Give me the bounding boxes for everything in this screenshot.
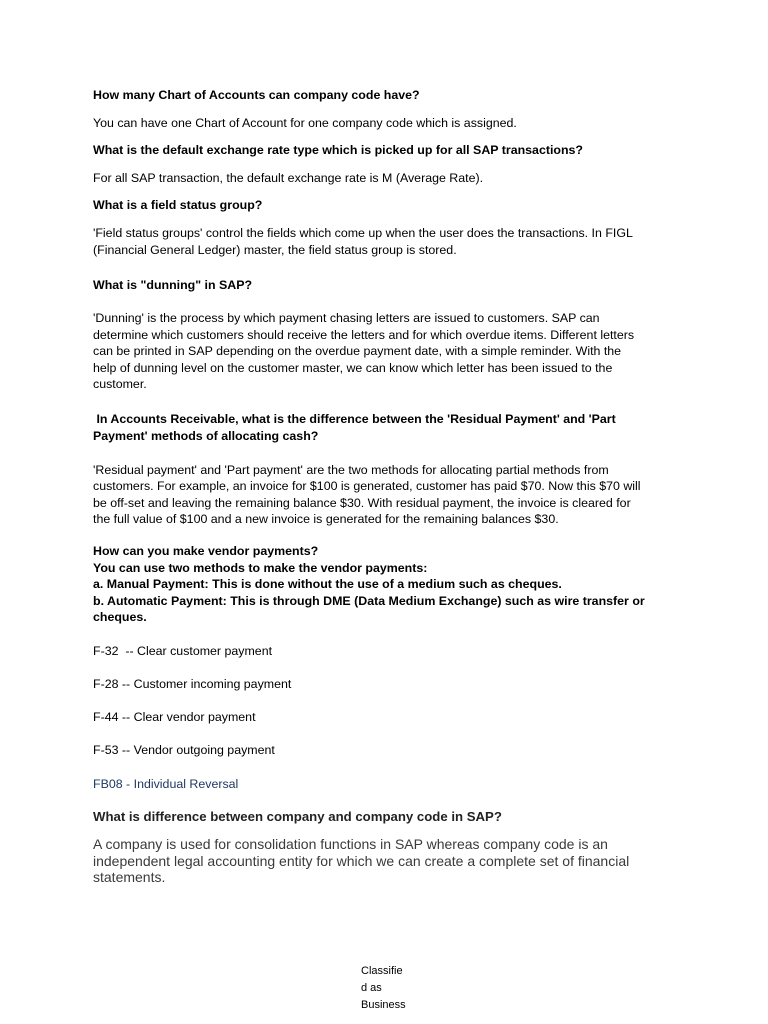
classification-footer [361, 963, 406, 1014]
question-company-vs-company-code: What is difference between company and company code in SAP? [93, 809, 502, 824]
answer-manual-payment: a. Manual Payment: This is done without the use of a medium such as cheques. [93, 577, 562, 591]
answer-automatic-payment: b. Automatic Payment: This is through DME (Data Medium Exchange) such as wire transfer or [93, 594, 645, 608]
answer-field-status-group-line: (Financial General Ledger) master, the field status group is stored. [93, 243, 457, 257]
question-chart-of-accounts: How many Chart of Accounts can company code have? [93, 88, 420, 102]
question-exchange-rate: What is the default exchange rate type which is picked up for all SAP transactions? [93, 143, 584, 157]
answer-exchange-rate: For all SAP transaction, the default exchange rate is M (Average Rate). [93, 171, 484, 185]
answer-company-line: A company is used for consolidation functions in SAP whereas company code is an [93, 836, 608, 852]
tcode-f32: F-32 -- Clear customer payment [93, 644, 273, 658]
tcode-f28: F-28 -- Customer incoming payment [93, 677, 292, 691]
question-residual-payment-line: In Accounts Receivable, what is the difference between the 'Residual Payment' and 'Part [93, 412, 616, 426]
answer-dunning-line: customer. [93, 377, 147, 391]
question-field-status-group: What is a field status group? [93, 198, 263, 212]
question-residual-payment-line: Payment' methods of allocating cash? [93, 429, 319, 443]
answer-dunning-line: determine which customers should receive the letters and for which overdue items. Different letters [93, 328, 635, 342]
footer-line: Business [361, 999, 406, 1011]
tcode-f53: F-53 -- Vendor outgoing payment [93, 743, 275, 757]
answer-residual-payment-line: the full value of $100 and a new invoice is generated for the remaining balances $30. [93, 512, 559, 526]
answer-vendor-payments-intro: You can use two methods to make the vendor payments: [93, 561, 428, 575]
tcode-fb08: FB08 - Individual Reversal [93, 777, 239, 791]
answer-automatic-payment-cont: cheques. [93, 610, 147, 624]
question-vendor-payments: How can you make vendor payments? [93, 544, 319, 558]
answer-dunning-line: can be printed in SAP depending on the overdue payment date, with a simple reminder. With the [93, 344, 622, 358]
answer-company-line: statements. [93, 869, 166, 885]
tcode-f44: F-44 -- Clear vendor payment [93, 710, 256, 724]
footer-line: Classifie [361, 965, 403, 977]
answer-dunning-line: help of dunning level on the customer master, we can know which letter has been issued to the [93, 361, 613, 375]
answer-residual-payment-line: customers. For example, an invoice for $100 is generated, customer has paid $70. Now this $70 will [93, 479, 641, 493]
question-dunning: What is "dunning" in SAP? [93, 278, 253, 292]
answer-residual-payment-line: be off-set and leaving the remaining balance $30. With residual payment, the invoice is cleared for [93, 496, 631, 510]
answer-dunning-line: 'Dunning' is the process by which payment chasing letters are issued to customers. SAP can [93, 311, 600, 325]
answer-residual-payment-line: 'Residual payment' and 'Part payment' are the two methods for allocating partial methods from [93, 463, 609, 477]
answer-field-status-group-line: 'Field status groups' control the fields which come up when the user does the transactions. In FIGL [93, 226, 633, 240]
footer-line: d as [361, 982, 382, 994]
answer-chart-of-accounts: You can have one Chart of Account for one company code which is assigned. [93, 116, 517, 130]
answer-company-line: independent legal accounting entity for which we can create a complete set of financial [93, 853, 630, 869]
